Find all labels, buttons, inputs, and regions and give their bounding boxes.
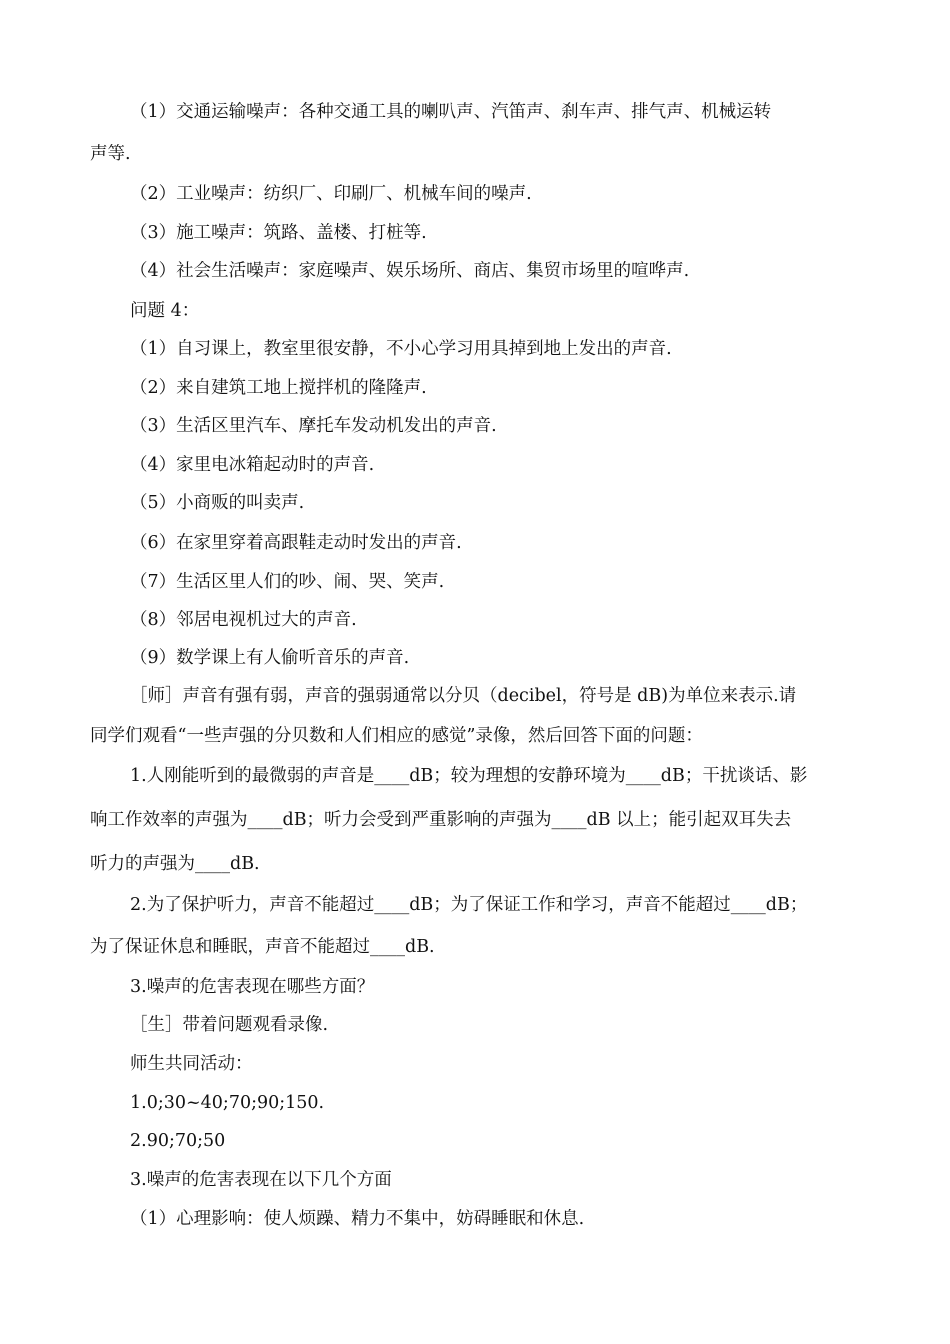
q4-item-6: （6）在家里穿着高跟鞋走动时发出的声音.: [130, 533, 462, 553]
answer-2: 2.90;70;50: [130, 1131, 226, 1151]
joint-activity-heading: 师生共同活动：: [130, 1054, 253, 1074]
student-action: ［生］带着问题观看录像.: [130, 1015, 329, 1035]
teacher-intro: ［师］声音有强有弱，声音的强弱通常以分贝（decibel，符号是 dB)为单位来表示.请: [130, 686, 797, 706]
noise-type-traffic: （1）交通运输噪声：各种交通工具的喇叭声、汽笛声、刹车声、排气声、机械运转: [130, 102, 772, 122]
noise-type-industrial: （2）工业噪声：纺织厂、印刷厂、机械车间的噪声.: [130, 184, 532, 204]
question-3: 3.噪声的危害表现在哪些方面？: [130, 977, 375, 997]
question-1: 1.人刚能听到的最微弱的声音是____dB；较为理想的安静环境为____dB；干扰谈话、影: [130, 766, 808, 786]
q4-item-5: （5）小商贩的叫卖声.: [130, 493, 305, 513]
q4-item-2: （2）来自建筑工地上搅拌机的隆隆声.: [130, 378, 427, 398]
question-4-heading: 问题 4：: [130, 301, 200, 321]
answer-3: 3.噪声的危害表现在以下几个方面: [130, 1170, 392, 1190]
question-2-cont: 为了保证休息和睡眠，声音不能超过____dB.: [90, 937, 435, 957]
q4-item-1: （1）自习课上，教室里很安静，不小心学习用具掉到地上发出的声音.: [130, 339, 672, 359]
answer-3-item-1: （1）心理影响：使人烦躁、精力不集中，妨碍睡眠和休息.: [130, 1209, 585, 1229]
q4-item-8: （8）邻居电视机过大的声音.: [130, 610, 357, 630]
answer-1: 1.0;30~40;70;90;150.: [130, 1093, 325, 1113]
q4-item-4: （4）家里电冰箱起动时的声音.: [130, 455, 375, 475]
question-2: 2.为了保护听力，声音不能超过____dB；为了保证工作和学习，声音不能超过____dB；: [130, 895, 808, 915]
q4-item-9: （9）数学课上有人偷听音乐的声音.: [130, 648, 410, 668]
teacher-intro-cont: 同学们观看“一些声强的分贝数和人们相应的感觉”录像，然后回答下面的问题：: [90, 726, 703, 746]
question-1-cont-a: 响工作效率的声强为____dB；听力会受到严重影响的声强为____dB 以上；能引起双耳失去: [90, 810, 792, 830]
q4-item-3: （3）生活区里汽车、摩托车发动机发出的声音.: [130, 416, 497, 436]
q4-item-7: （7）生活区里人们的吵、闹、哭、笑声.: [130, 572, 445, 592]
noise-type-social: （4）社会生活噪声：家庭噪声、娱乐场所、商店、集贸市场里的喧哗声.: [130, 261, 690, 281]
noise-type-traffic-cont: 声等.: [90, 144, 131, 164]
noise-type-construction: （3）施工噪声：筑路、盖楼、打桩等.: [130, 223, 427, 243]
question-1-cont-b: 听力的声强为____dB.: [90, 854, 260, 874]
